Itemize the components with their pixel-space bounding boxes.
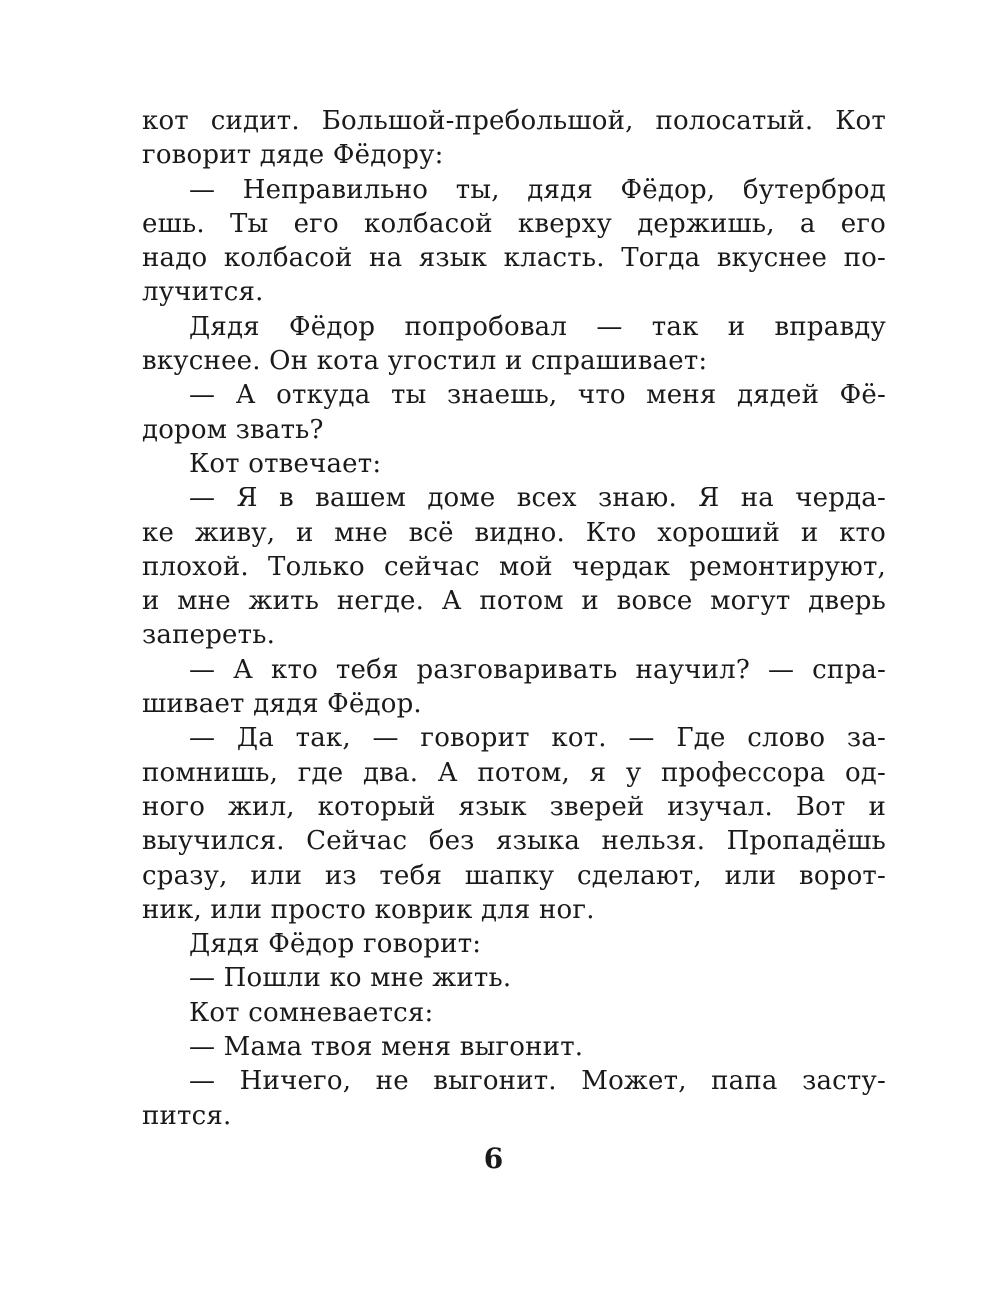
- text-line: дором звать?: [142, 414, 324, 445]
- text-line: плохой. Только сейчас мой чердак ремонтируют,: [142, 551, 886, 582]
- text-line: выучился. Сейчас без языка нельзя. Пропадёшь: [142, 826, 886, 857]
- body-text: [142, 104, 886, 1133]
- page-number: 6: [483, 1142, 504, 1175]
- text-line: вкуснее. Он кота угостил и спрашивает:: [142, 346, 708, 377]
- text-line: — Ничего, не выгонит. Может, папа засту-: [189, 1066, 886, 1097]
- text-line: сразу, или из тебя шапку сделают, или ворот-: [142, 860, 886, 891]
- text-line: — Да так, — говорит кот. — Где слово за-: [189, 723, 886, 754]
- text-line: кот сидит. Большой-пребольшой, полосатый. Кот: [142, 106, 886, 136]
- text-line: ник, или просто коврик для ног.: [142, 894, 595, 925]
- text-line: пится.: [142, 1100, 232, 1131]
- text-line: — Я в вашем доме всех знаю. Я на черда-: [189, 483, 886, 514]
- text-line: Дядя Фёдор попробовал — так и вправду: [189, 311, 886, 342]
- text-line: лучится.: [142, 277, 264, 308]
- text-line: ке живу, и мне всё видно. Кто хороший и кто: [142, 517, 886, 548]
- text-line: Дядя Фёдор говорит:: [189, 929, 482, 960]
- text-line: — А кто тебя разговаривать научил? — спра-: [189, 654, 886, 685]
- text-line: и мне жить негде. А потом и вовсе могут дверь: [142, 586, 886, 617]
- text-line: надо колбасой на язык класть. Тогда вкуснее по-: [142, 243, 886, 274]
- text-line: — Неправильно ты, дядя Фёдор, бутерброд: [189, 174, 886, 205]
- text-line: Кот сомневается:: [189, 997, 434, 1028]
- text-line: — Мама твоя меня выгонит.: [189, 1032, 584, 1063]
- text-line: — А откуда ты знаешь, что меня дядей Фё-: [189, 380, 886, 411]
- text-line: запереть.: [142, 620, 276, 651]
- text-line: ешь. Ты его колбасой кверху держишь, а его: [142, 208, 886, 239]
- text-line: шивает дядя Фёдор.: [142, 689, 422, 720]
- text-line: помнишь, где два. А потом, я у профессора од-: [142, 757, 886, 788]
- text-line: Кот отвечает:: [189, 448, 382, 479]
- text-line: говорит дяде Фёдору:: [142, 140, 444, 171]
- text-line: — Пошли ко мне жить.: [189, 963, 512, 994]
- text-line: ного жил, который язык зверей изучал. Вот и: [142, 791, 886, 822]
